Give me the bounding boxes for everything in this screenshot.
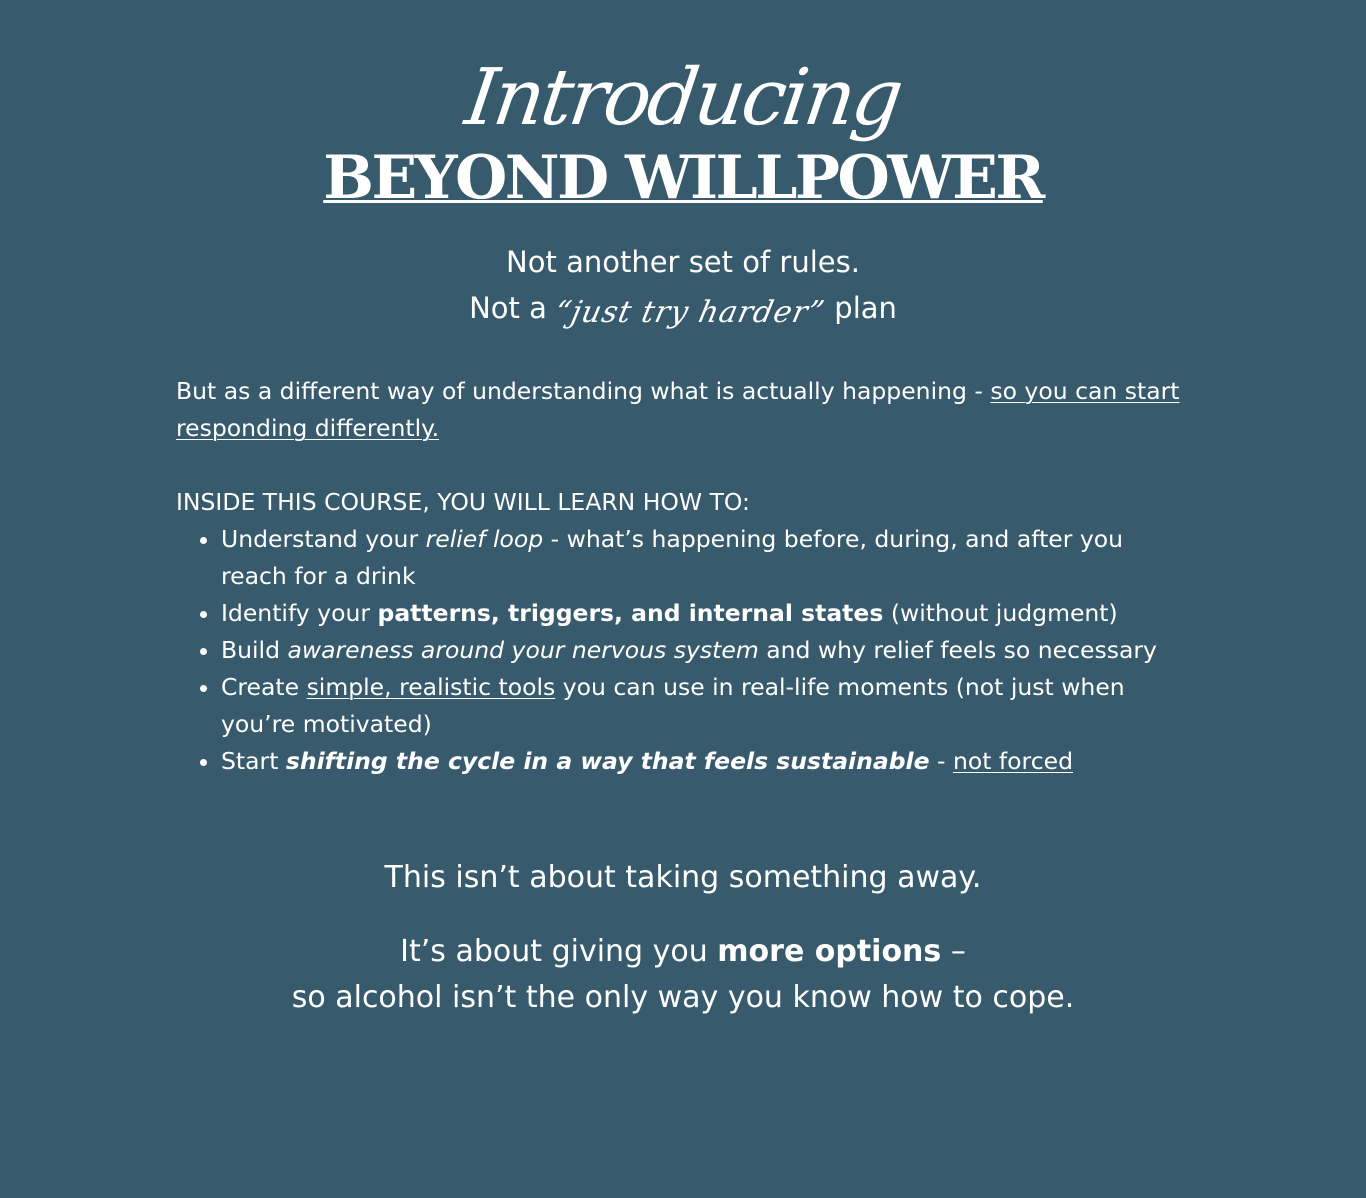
item-underlined: simple, realistic tools — [306, 673, 556, 701]
item-text: Start — [221, 747, 286, 775]
tagline-line-2 — [0, 285, 1366, 332]
learn-heading: INSIDE THIS COURSE, YOU WILL LEARN HOW TO: — [176, 488, 750, 516]
item-strong: patterns, triggers, and internal states — [377, 599, 884, 627]
closing-line-2 — [0, 929, 1366, 975]
item-text: (without judgment) — [883, 599, 1118, 627]
item-text: Understand your — [221, 525, 426, 553]
item-emphasis: awareness around your nervous system — [287, 636, 759, 664]
tagline-prefix: Not a — [469, 291, 557, 325]
course-title: BEYOND WILLPOWER — [323, 143, 1043, 213]
item-text: - — [929, 747, 953, 775]
tagline-script: “just try harder” — [551, 295, 829, 330]
item-text: you can use in real-life moments (not just when you’re motivated) — [221, 673, 1125, 738]
tagline-suffix: plan — [825, 291, 897, 325]
tagline-line-1: Not another set of rules. — [506, 245, 860, 279]
list-item — [221, 632, 1196, 669]
intro-text: But as a different way of understanding what is actually happening - — [176, 377, 991, 405]
item-text: Identify your — [221, 599, 378, 627]
intro-paragraph — [176, 373, 1196, 447]
item-text: Build — [221, 636, 288, 664]
list-item — [221, 521, 1196, 595]
item-text: and why relief feels so necessary — [758, 636, 1157, 664]
closing-line-3: so alcohol isn’t the only way you know how to cope. — [291, 980, 1075, 1015]
closing-line-1: This isn’t about taking something away. — [384, 860, 982, 895]
list-item — [221, 669, 1196, 743]
closing-text: – — [941, 934, 966, 969]
item-emphasis: relief loop — [425, 525, 544, 553]
intro-underlined-text: so you can start responding differently. — [176, 377, 1180, 442]
list-item — [221, 595, 1196, 632]
item-text: Create — [221, 673, 307, 701]
item-strong-emphasis: shifting the cycle in a way that feels sustainable — [285, 747, 930, 775]
closing-strong: more options — [717, 934, 942, 969]
intro-script-heading: Introducing — [460, 53, 906, 143]
list-item — [221, 743, 1196, 780]
learn-list — [176, 521, 1196, 780]
item-text: - what’s happening before, during, and after you reach for a drink — [221, 525, 1124, 590]
closing-text: It’s about giving you — [400, 934, 718, 969]
item-underlined: not forced — [952, 747, 1073, 775]
